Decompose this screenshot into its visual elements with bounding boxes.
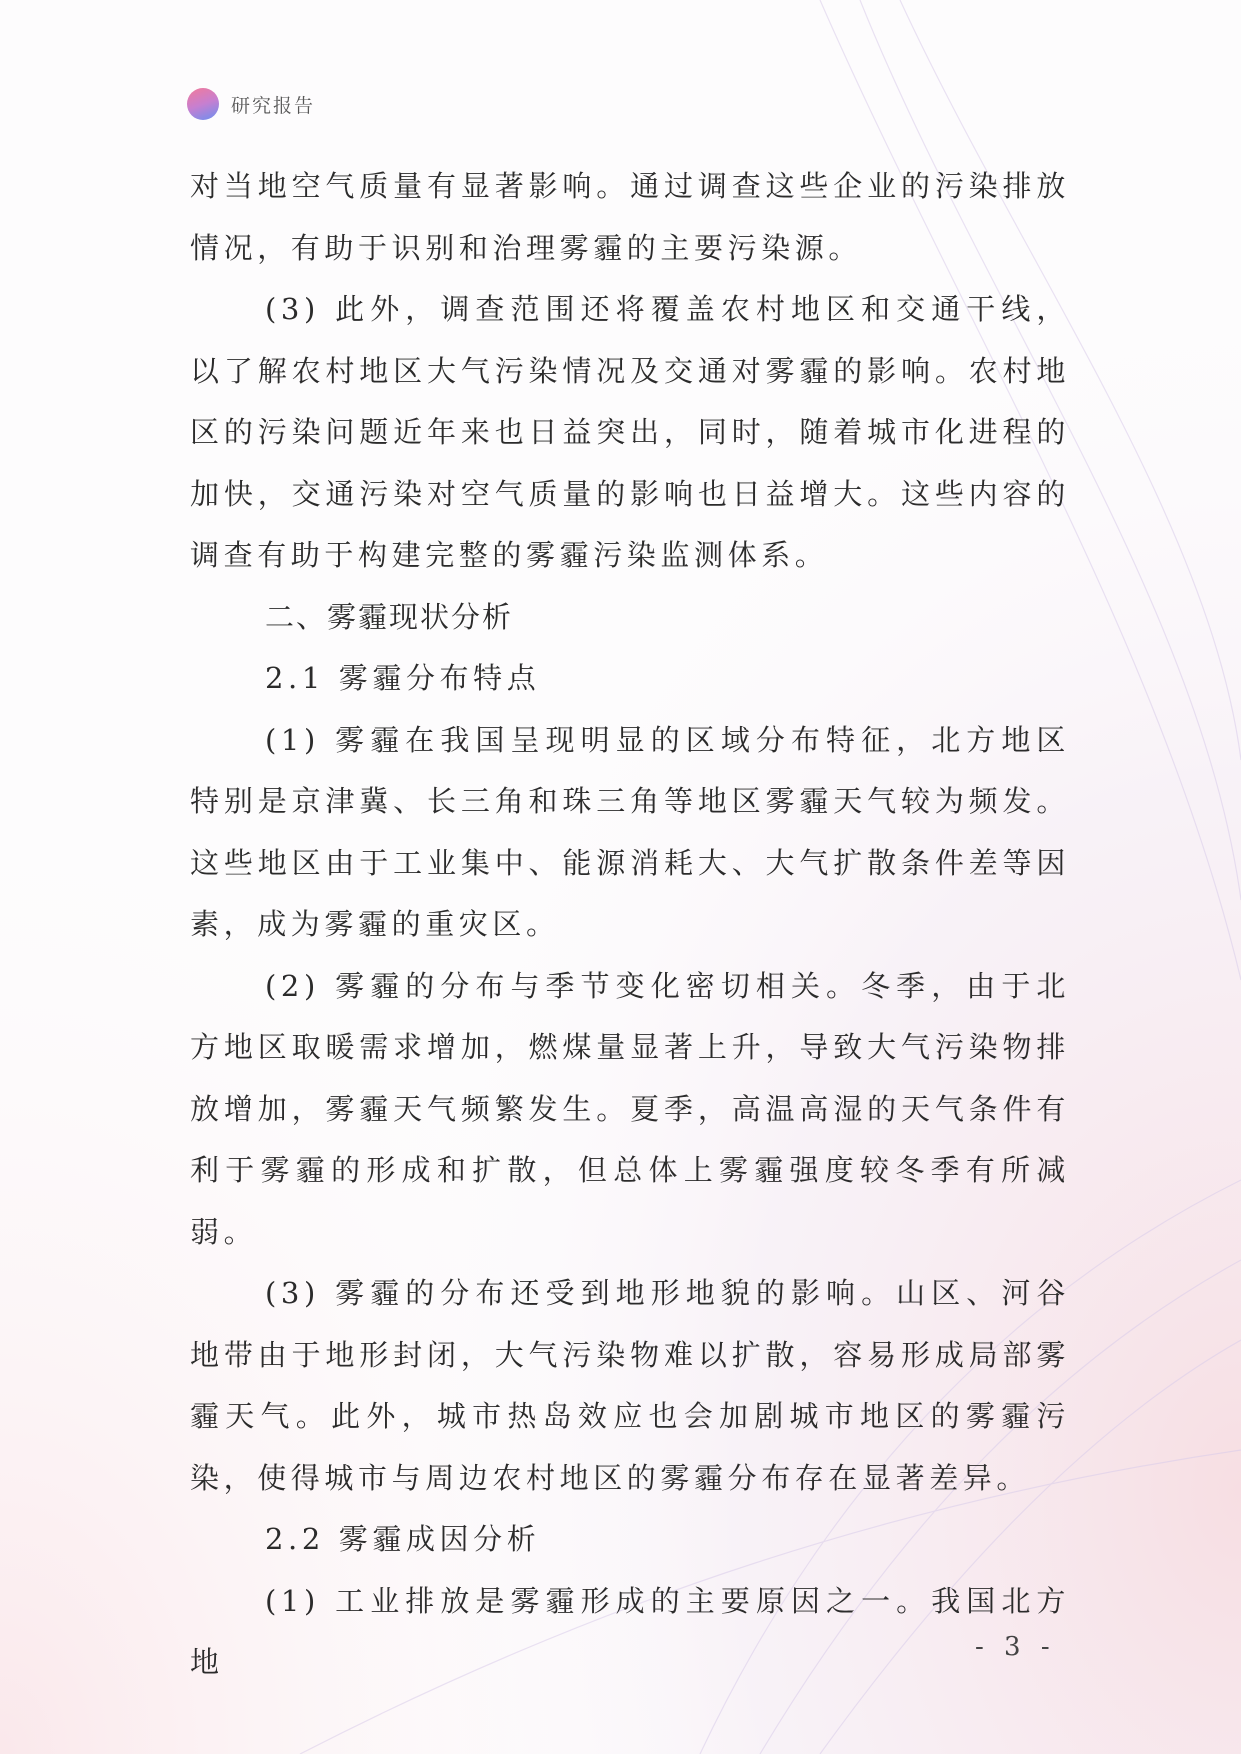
section-heading: 二、雾霾现状分析 (265, 599, 514, 634)
paragraph: (2) 雾霾的分布与季节变化密切相关。冬季，由于北方地区取暖需求增加，燃煤量显著上升，导致大气污染物排放增加，雾霾天气频繁发生。夏季，高温高湿的天气条件有利于雾霾的形成和扩散，但总体上雾霾强度较冬季有所减弱。 (190, 968, 1070, 1249)
header-title: 研究报告 (231, 94, 316, 117)
paragraph: 对当地空气质量有显著影响。通过调查这些企业的污染排放情况，有助于识别和治理雾霾的主要污染源。 (190, 169, 1070, 265)
logo-circle-icon (187, 88, 219, 120)
paragraph: (1) 工业排放是雾霾形成的主要原因之一。我国北方地 (190, 1583, 1070, 1679)
paragraph: (3) 此外，调查范围还将覆盖农村地区和交通干线，以了解农村地区大气污染情况及交通对雾霾的影响。农村地区的污染问题近年来也日益突出，同时，随着城市化进程的加快，交通污染对空气质量的影响也日益增大。这些内容的调查有助于构建完整的雾霾污染监测体系。 (190, 292, 1070, 572)
page-number: - 3 - (975, 1632, 1056, 1662)
paragraph: (3) 雾霾的分布还受到地形地貌的影响。山区、河谷地带由于地形封闭，大气污染物难以扩散，容易形成局部雾霾天气。此外，城市热岛效应也会加剧城市地区的雾霾污染，使得城市与周边农村地区的雾霾分布存在显著差异。 (190, 1276, 1070, 1495)
paragraph: (1) 雾霾在我国呈现明显的区域分布特征，北方地区特别是京津冀、长三角和珠三角等地区雾霾天气较为频发。这些地区由于工业集中、能源消耗大、大气扩散条件差等因素，成为雾霾的重灾区。 (190, 722, 1070, 941)
subsection-heading: 2.1 雾霾分布特点 (265, 661, 541, 695)
report-header (187, 88, 315, 120)
document-body (190, 156, 1070, 1694)
subsection-heading: 2.2 雾霾成因分析 (265, 1522, 541, 1556)
